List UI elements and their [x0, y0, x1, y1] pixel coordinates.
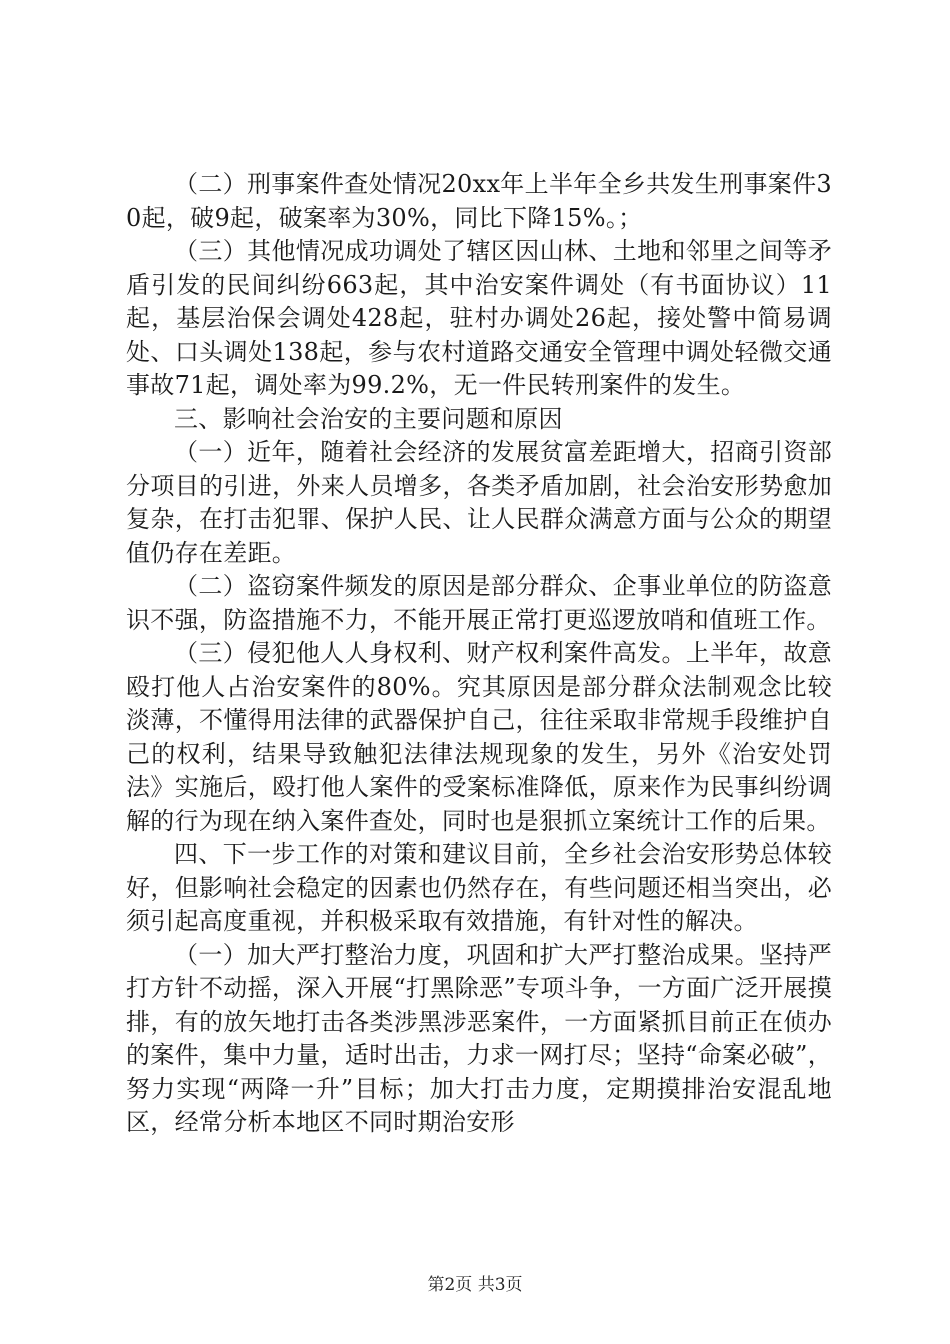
paragraph-problem-one: （一）近年，随着社会经济的发展贫富差距增大，招商引资部分项目的引进，外来人员增多，各类矛盾加剧，社会治安形势愈加复杂，在打击犯罪、保护人民、让人民群众满意方面与公众的期望值仍存在差距。: [126, 438, 832, 567]
section-heading-problems: 三、影响社会治安的主要问题和原因: [174, 404, 563, 433]
paragraph-problem-two: （二）盗窃案件频发的原因是部分群众、企事业单位的防盗意识不强，防盗措施不力，不能开展正常打更巡逻放哨和值班工作。: [126, 572, 832, 634]
section-heading-countermeasures: 四、下一步工作的对策和建议目前，全乡社会治安形势总体较好，但影响社会稳定的因素也仍然存在，有些问题还相当突出，必须引起高度重视，并积极采取有效措施，有针对性的解决。: [126, 840, 832, 935]
paragraph-problem-three: （三）侵犯他人人身权利、财产权利案件高发。上半年，故意殴打他人占治安案件的80%。究其原因是部分群众法制观念比较淡薄，不懂得用法律的武器保护自己，往往采取非常规手段维护自己的权利，结果导致触犯法律法规现象的发生，另外《治安处罚法》实施后，殴打他人案件的受案标准降低，原来作为民事纠纷调解的行为现在纳入案件查处，同时也是狠抓立案统计工作的后果。: [126, 639, 832, 835]
document-body: [126, 168, 832, 1140]
paragraph-other-situations: （三）其他情况成功调处了辖区因山林、土地和邻里之间等矛盾引发的民间纠纷663起，其中治安案件调处（有书面协议）11起，基层治保会调处428起，驻村办调处26起，接处警中简易调处、口头调处138起，参与农村道路交通安全管理中调处轻微交通事故71起，调处率为99.2%，无一件民转刑案件的发生。: [126, 237, 832, 399]
page-footer: 第2页 共3页: [427, 1275, 523, 1295]
paragraph-measure-one: （一）加大严打整治力度，巩固和扩大严打整治成果。坚持严打方针不动摇，深入开展“打黑除恶”专项斗争，一方面广泛开展摸排，有的放矢地打击各类涉黑涉恶案件，一方面紧抓目前正在侦办的案件，集中力量，适时出击，力求一网打尽；坚持“命案必破”，努力实现“两降一升”目标；加大打击力度，定期摸排治安混乱地区，经常分析本地区不同时期治安形: [126, 940, 832, 1136]
paragraph-criminal-cases: （二）刑事案件查处情况20xx年上半年全乡共发生刑事案件30起，破9起，破案率为30%，同比下降15%。；: [126, 170, 832, 232]
